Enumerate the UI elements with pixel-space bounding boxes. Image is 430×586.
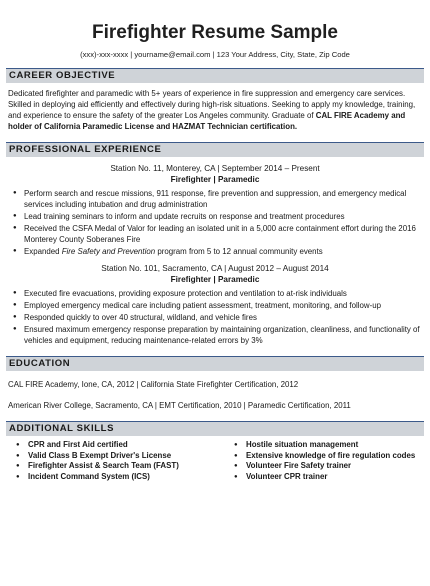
section-header-experience: PROFESSIONAL EXPERIENCE [6, 142, 424, 157]
job-location-dates: Station No. 101, Sacramento, CA | August 2012 – August 2014 [101, 264, 329, 273]
job-title: Firefighter | Paramedic [170, 275, 260, 284]
skill-item: ● Volunteer CPR trainer [246, 472, 415, 483]
job-entry [6, 263, 424, 346]
section-header-career-objective: CAREER OBJECTIVE [6, 68, 424, 83]
program-name: Fire Safety and Prevention [61, 247, 156, 256]
list-item: ● Lead training seminars to inform and update recruits on response and treatment procedures [24, 211, 420, 222]
list-item-text: program from 5 to 12 annual community events [155, 247, 323, 256]
list-item-text: Expanded [24, 247, 62, 256]
job-title: Firefighter | Paramedic [170, 175, 260, 184]
job-bullet-list [6, 288, 424, 346]
list-item: ● Executed fire evacuations, providing exposure protection and ventilation to at-risk individuals [24, 288, 420, 299]
list-item: ● Employed emergency medical care including patient assessment, treatment, monitoring, and follow-up [24, 300, 420, 311]
list-item: ● Perform search and rescue missions, 911 response, fire prevention and suppression, and emergency medical services including intubation and drug administration [24, 188, 420, 210]
contact-line: (xxx)-xxx-xxxx | yourname@email.com | 123 Your Address, City, State, Zip Code [80, 50, 350, 59]
skills-list [6, 440, 424, 482]
job-location-dates: Station No. 11, Monterey, CA | September 2014 – Present [110, 164, 320, 173]
list-item: ● Ensured maximum emergency response preparation by maintaining organization, cleanliness, and functionality of vehicles and equipment, reducing maintenance-related errors by 3% [24, 324, 420, 346]
education-entry: CAL FIRE Academy, Ione, CA, 2012 | California State Firefighter Certification, 2012 [8, 380, 299, 389]
section-header-skills: ADDITIONAL SKILLS [6, 421, 424, 436]
career-objective-bold: CAL FIRE Academy and holder of California Paramedic License and HAZMAT Technician certification. [8, 111, 406, 131]
skills-column-left [6, 440, 224, 482]
skill-item: ● Incident Command System (ICS) [28, 472, 224, 483]
list-item: ● Received the CSFA Medal of Valor for leading an isolated unit in a 5,000 acre containment effort during the 2016 Monterey County Soberanes Fire [24, 223, 420, 245]
resume-title: Firefighter Resume Sample [91, 22, 339, 43]
career-objective-plain: Dedicated firefighter and paramedic with 5+ years of experience in fire suppression and emergency care services. Skilled in deploying aid efficiently and effectively during high-risk situations. Seeking to apply my knowledge, training, and experience to ensure the safety of the greater Los Angeles community. Graduate of [8, 89, 416, 120]
skill-item: ● Extensive knowledge of fire regulation codes [246, 451, 415, 462]
job-entry [6, 163, 424, 257]
list-item [24, 246, 420, 257]
skills-column-right [224, 440, 415, 482]
skill-item: ● Volunteer Fire Safety trainer [246, 461, 415, 472]
section-header-education: EDUCATION [6, 356, 424, 371]
skill-item: ● CPR and First Aid certified [28, 440, 224, 451]
job-bullet-list [6, 188, 424, 257]
list-item: ● Responded quickly to over 40 structural, wildland, and vehicle fires [24, 312, 420, 323]
skill-item: ● Valid Class B Exempt Driver's License [28, 451, 224, 462]
skill-item: ● Hostile situation management [246, 440, 415, 451]
career-objective-text [6, 88, 424, 132]
education-entry: American River College, Sacramento, CA | EMT Certification, 2010 | Paramedic Certification, 2011 [8, 401, 351, 410]
skill-item: ● Firefighter Assist & Search Team (FAST) [28, 461, 224, 472]
